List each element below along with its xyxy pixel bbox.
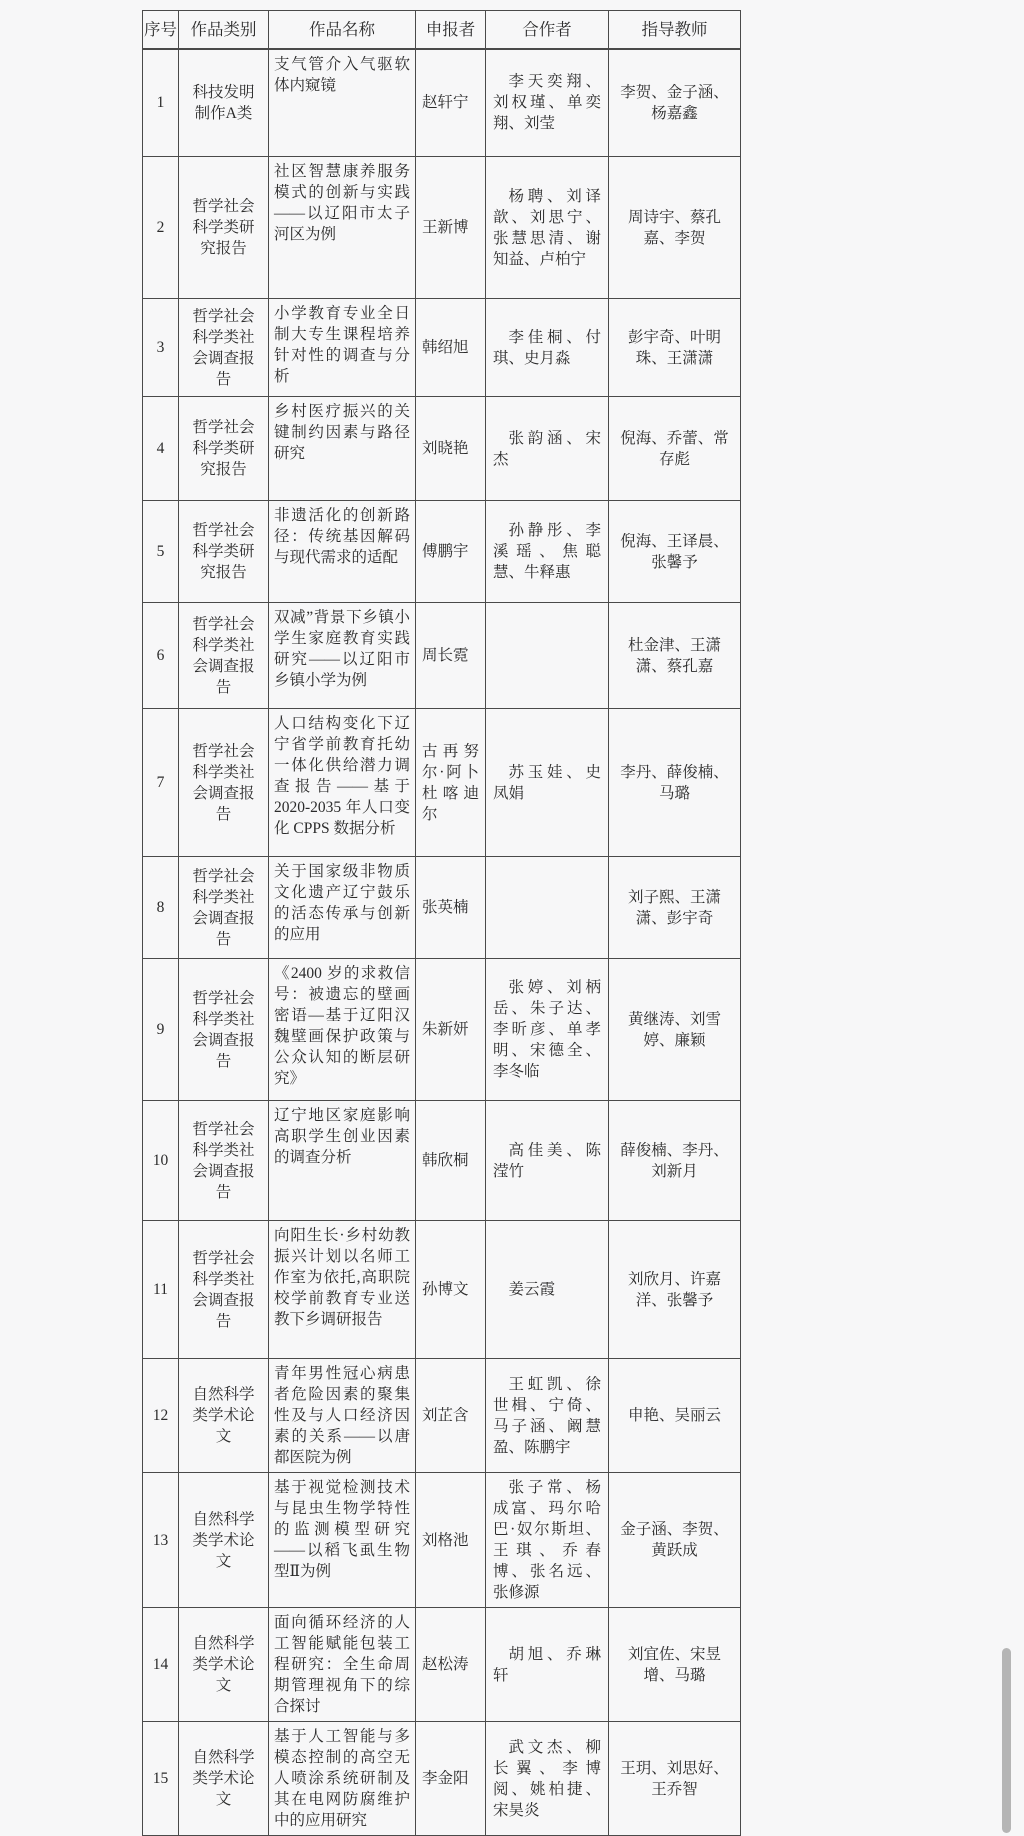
cell-category: 哲学社会科学类社会调查报告 bbox=[179, 603, 269, 709]
table-row bbox=[143, 1608, 741, 1722]
cell-category: 自然科学类学术论文 bbox=[179, 1722, 269, 1836]
cell-category: 哲学社会科学类研究报告 bbox=[179, 397, 269, 501]
cell-advisors: 李贺、金子涵、杨嘉鑫 bbox=[609, 49, 741, 157]
cell-serial-no: 1 bbox=[143, 49, 179, 157]
cell-advisors: 倪海、王译晨、张馨予 bbox=[609, 501, 741, 603]
cell-applicant: 朱新妍 bbox=[416, 959, 486, 1101]
table-row bbox=[143, 157, 741, 299]
cell-applicant: 张英楠 bbox=[416, 857, 486, 959]
cell-collaborators: 武文杰、柳长翼、李博阅、姚柏捷、宋昊炎 bbox=[486, 1722, 609, 1836]
cell-applicant: 赵轩宁 bbox=[416, 49, 486, 157]
cell-advisors: 彭宇奇、叶明珠、王潇潇 bbox=[609, 299, 741, 397]
cell-work-title: 面向循环经济的人工智能赋能包装工程研究：全生命周期管理视角下的综合探讨 bbox=[269, 1608, 416, 1722]
cell-work-title: 基于视觉检测技术与昆虫生物学特性的监测模型研究——以稻飞虱生物型Ⅱ为例 bbox=[269, 1473, 416, 1608]
cell-applicant: 赵松涛 bbox=[416, 1608, 486, 1722]
cell-work-title: 辽宁地区家庭影响高职学生创业因素的调查分析 bbox=[269, 1101, 416, 1221]
cell-category: 哲学社会科学类社会调查报告 bbox=[179, 959, 269, 1101]
table-row bbox=[143, 1473, 741, 1608]
cell-work-title: 小学教育专业全日制大专生课程培养针对性的调查与分析 bbox=[269, 299, 416, 397]
cell-advisors: 杜金津、王潇潇、蔡孔嘉 bbox=[609, 603, 741, 709]
cell-work-title: 《2400 岁的求救信号：被遗忘的壁画密语—基于辽阳汉魏壁画保护政策与公众认知的断层研究》 bbox=[269, 959, 416, 1101]
cell-collaborators: 苏玉娃、史凤娟 bbox=[486, 709, 609, 857]
cell-serial-no: 8 bbox=[143, 857, 179, 959]
cell-serial-no: 11 bbox=[143, 1221, 179, 1359]
cell-serial-no: 9 bbox=[143, 959, 179, 1101]
cell-advisors: 李丹、薛俊楠、马璐 bbox=[609, 709, 741, 857]
table-row bbox=[143, 959, 741, 1101]
cell-advisors: 周诗宇、蔡孔嘉、李贺 bbox=[609, 157, 741, 299]
cell-collaborators: 张婷、刘柄岳、朱子达、李昕彦、单孝明、宋德全、李冬临 bbox=[486, 959, 609, 1101]
col-header-category: 作品类别 bbox=[179, 11, 269, 49]
col-header-collaborators: 合作者 bbox=[486, 11, 609, 49]
cell-applicant: 王新博 bbox=[416, 157, 486, 299]
col-header-serial-no: 序号 bbox=[143, 11, 179, 49]
cell-advisors: 王玥、刘思好、王乔智 bbox=[609, 1722, 741, 1836]
cell-applicant: 韩欣桐 bbox=[416, 1101, 486, 1221]
cell-advisors: 申艳、吴丽云 bbox=[609, 1359, 741, 1473]
cell-advisors: 刘宜佐、宋昱增、马璐 bbox=[609, 1608, 741, 1722]
cell-serial-no: 13 bbox=[143, 1473, 179, 1608]
cell-collaborators bbox=[486, 603, 609, 709]
cell-advisors: 刘子熙、王潇潇、彭宇奇 bbox=[609, 857, 741, 959]
cell-advisors: 金子涵、李贺、黄跃成 bbox=[609, 1473, 741, 1608]
cell-work-title: 社区智慧康养服务模式的创新与实践——以辽阳市太子河区为例 bbox=[269, 157, 416, 299]
cell-advisors: 刘欣月、许嘉洋、张馨予 bbox=[609, 1221, 741, 1359]
cell-collaborators: 胡旭、乔琳轩 bbox=[486, 1608, 609, 1722]
cell-serial-no: 3 bbox=[143, 299, 179, 397]
col-header-work-title: 作品名称 bbox=[269, 11, 416, 49]
cell-serial-no: 2 bbox=[143, 157, 179, 299]
cell-collaborators: 张子常、杨成富、玛尔哈巴·奴尔斯坦、王琪、乔春博、张名远、张修源 bbox=[486, 1473, 609, 1608]
cell-applicant: 傅鹏宇 bbox=[416, 501, 486, 603]
cell-work-title: 关于国家级非物质文化遗产辽宁鼓乐的活态传承与创新的应用 bbox=[269, 857, 416, 959]
cell-serial-no: 15 bbox=[143, 1722, 179, 1836]
cell-collaborators: 姜云霞 bbox=[486, 1221, 609, 1359]
cell-applicant: 刘芷含 bbox=[416, 1359, 486, 1473]
cell-work-title: 非遗活化的创新路径：传统基因解码与现代需求的适配 bbox=[269, 501, 416, 603]
cell-serial-no: 6 bbox=[143, 603, 179, 709]
cell-category: 哲学社会科学类社会调查报告 bbox=[179, 857, 269, 959]
cell-advisors: 黄继涛、刘雪婷、廉颖 bbox=[609, 959, 741, 1101]
cell-advisors: 倪海、乔蕾、常存彪 bbox=[609, 397, 741, 501]
cell-work-title: 乡村医疗振兴的关键制约因素与路径研究 bbox=[269, 397, 416, 501]
cell-applicant: 刘晓艳 bbox=[416, 397, 486, 501]
table-row bbox=[143, 1359, 741, 1473]
cell-advisors: 薛俊楠、李丹、刘新月 bbox=[609, 1101, 741, 1221]
cell-work-title: 基于人工智能与多模态控制的高空无人喷涂系统研制及其在电网防腐维护中的应用研究 bbox=[269, 1722, 416, 1836]
table-row bbox=[143, 397, 741, 501]
table-row bbox=[143, 857, 741, 959]
table-header-row bbox=[143, 11, 741, 49]
cell-serial-no: 10 bbox=[143, 1101, 179, 1221]
vertical-scrollbar-thumb[interactable] bbox=[1002, 1648, 1011, 1833]
cell-category: 自然科学类学术论文 bbox=[179, 1473, 269, 1608]
cell-category: 自然科学类学术论文 bbox=[179, 1608, 269, 1722]
table-row bbox=[143, 299, 741, 397]
cell-collaborators: 李佳桐、付琪、史月淼 bbox=[486, 299, 609, 397]
cell-category: 科技发明制作A类 bbox=[179, 49, 269, 157]
cell-serial-no: 5 bbox=[143, 501, 179, 603]
cell-category: 哲学社会科学类社会调查报告 bbox=[179, 299, 269, 397]
cell-applicant: 李金阳 bbox=[416, 1722, 486, 1836]
table-row bbox=[143, 709, 741, 857]
cell-work-title: 向阳生长·乡村幼教振兴计划以名师工作室为依托,高职院校学前教育专业送教下乡调研报告 bbox=[269, 1221, 416, 1359]
cell-applicant: 周长霓 bbox=[416, 603, 486, 709]
cell-category: 哲学社会科学类社会调查报告 bbox=[179, 1221, 269, 1359]
cell-work-title: 人口结构变化下辽宁省学前教育托幼一体化供给潜力调查报告——基于 2020-2035 年人口变化 CPPS 数据分析 bbox=[269, 709, 416, 857]
cell-collaborators: 孙静彤、李溪瑶、焦聪慧、牛释惠 bbox=[486, 501, 609, 603]
cell-collaborators: 王虹凯、徐世楫、宁倚、马子涵、阚慧盈、陈鹏宇 bbox=[486, 1359, 609, 1473]
table-row bbox=[143, 603, 741, 709]
col-header-advisors: 指导教师 bbox=[609, 11, 741, 49]
cell-applicant: 韩绍旭 bbox=[416, 299, 486, 397]
table-row bbox=[143, 1101, 741, 1221]
works-award-table bbox=[142, 10, 741, 1836]
cell-applicant: 孙博文 bbox=[416, 1221, 486, 1359]
cell-category: 哲学社会科学类社会调查报告 bbox=[179, 709, 269, 857]
cell-collaborators: 李天奕翔、刘权瑾、单奕翔、刘莹 bbox=[486, 49, 609, 157]
cell-work-title: 双减”背景下乡镇小学生家庭教育实践研究——以辽阳市乡镇小学为例 bbox=[269, 603, 416, 709]
cell-work-title: 青年男性冠心病患者危险因素的聚集性及与人口经济因素的关系——以唐都医院为例 bbox=[269, 1359, 416, 1473]
table-row bbox=[143, 49, 741, 157]
cell-work-title: 支气管介入气驱软体内窥镜 bbox=[269, 49, 416, 157]
cell-category: 哲学社会科学类研究报告 bbox=[179, 157, 269, 299]
cell-applicant: 刘格池 bbox=[416, 1473, 486, 1608]
cell-category: 自然科学类学术论文 bbox=[179, 1359, 269, 1473]
cell-collaborators bbox=[486, 857, 609, 959]
cell-applicant: 古再努尔·阿卜杜喀迪尔 bbox=[416, 709, 486, 857]
cell-collaborators: 杨聘、刘译歆、刘思宁、张慧思清、谢知益、卢柏宁 bbox=[486, 157, 609, 299]
cell-serial-no: 14 bbox=[143, 1608, 179, 1722]
cell-category: 哲学社会科学类研究报告 bbox=[179, 501, 269, 603]
table-row bbox=[143, 501, 741, 603]
cell-serial-no: 7 bbox=[143, 709, 179, 857]
cell-collaborators: 高佳美、陈滢竹 bbox=[486, 1101, 609, 1221]
cell-collaborators: 张韵涵、宋杰 bbox=[486, 397, 609, 501]
cell-category: 哲学社会科学类社会调查报告 bbox=[179, 1101, 269, 1221]
table-row bbox=[143, 1722, 741, 1836]
cell-serial-no: 4 bbox=[143, 397, 179, 501]
table-row bbox=[143, 1221, 741, 1359]
col-header-applicant: 申报者 bbox=[416, 11, 486, 49]
cell-serial-no: 12 bbox=[143, 1359, 179, 1473]
